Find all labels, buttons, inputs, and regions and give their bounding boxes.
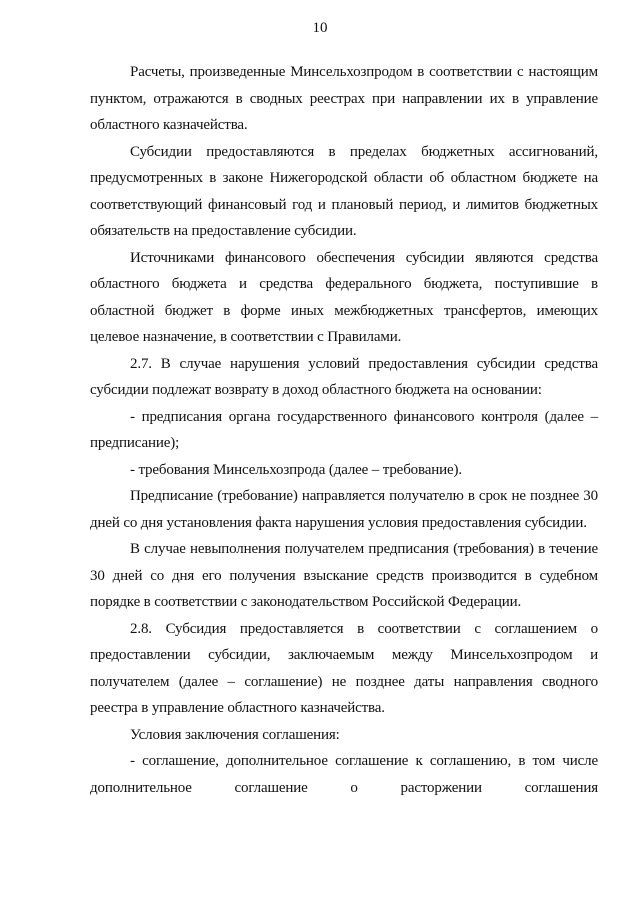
paragraph: Расчеты, произведенные Минсельхозпродом в соответствии с настоящим пунктом, отражаются в сводных реестрах при направлении их в управление областного казначейства. [90, 64, 598, 133]
paragraph: В случае невыполнения получателем предписания (требования) в течение 30 дней со дня его получения взыскание средств производится в судебном порядке в соответствии с законодательством Российской Федерации. [90, 541, 598, 610]
paragraph: - соглашение, дополнительное соглашение к соглашению, в том числе дополнительное соглашение о расторжении соглашения [90, 753, 598, 796]
page-number: 10 [312, 20, 328, 36]
paragraph: Источниками финансового обеспечения субсидии являются средства областного бюджета и средства федерального бюджета, поступившие в областной бюджет в форме иных межбюджетных трансфертов, имеющих целевое назначение, в соответствии с Правилами. [90, 249, 598, 345]
paragraph: 2.8. Субсидия предоставляется в соответствии с соглашением о предоставлении субсидии, заключаемым между Минсельхозпродом и получателем (далее – соглашение) не позднее даты направления сводного реестра в управление областного казначейства. [90, 620, 598, 716]
paragraph: - требования Минсельхозпрода (далее – требование). [130, 461, 462, 478]
document-body [90, 59, 598, 801]
paragraph: 2.7. В случае нарушения условий предоставления субсидии средства субсидии подлежат возврату в доход областного бюджета на основании: [90, 355, 598, 398]
paragraph: Предписание (требование) направляется получателю в срок не позднее 30 дней со дня установления факта нарушения условия предоставления субсидии. [90, 488, 598, 531]
paragraph: - предписания органа государственного финансового контроля (далее – предписание); [90, 408, 598, 451]
paragraph: Субсидии предоставляются в пределах бюджетных ассигнований, предусмотренных в законе Нижегородской области об областном бюджете на соответствующий финансовый год и плановый период, и лимитов бюджетных обязательств на предоставление субсидии. [90, 143, 598, 239]
paragraph: Условия заключения соглашения: [130, 726, 340, 743]
